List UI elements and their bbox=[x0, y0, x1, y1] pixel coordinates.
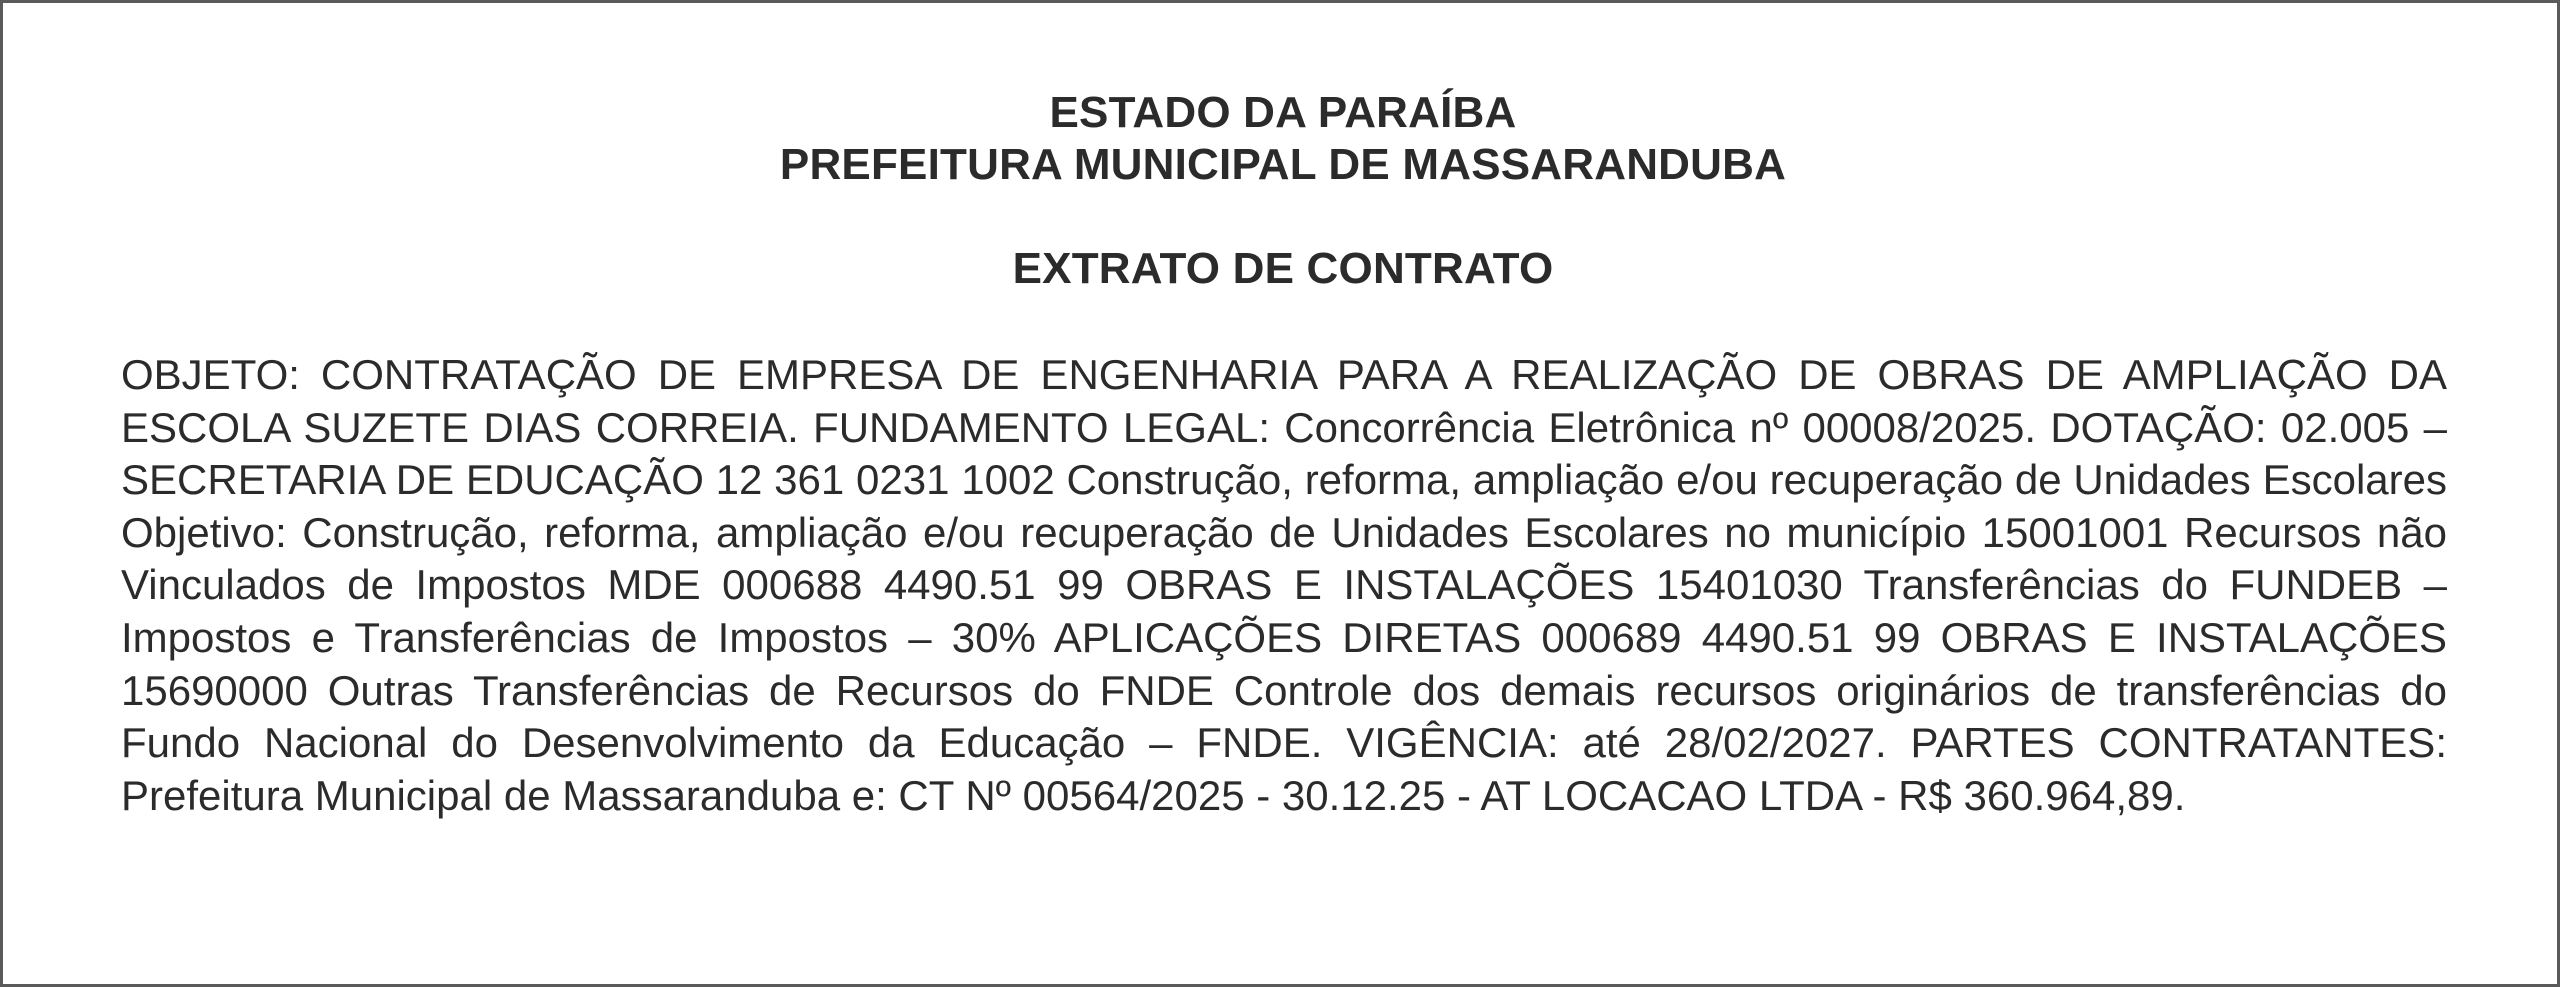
municipality-heading: PREFEITURA MUNICIPAL DE MASSARANDUBA bbox=[779, 140, 1787, 189]
contract-extract-body: OBJETO: CONTRATAÇÃO DE EMPRESA DE ENGENHARIA PARA A REALIZAÇÃO DE OBRAS DE AMPLIAÇÃO DA ESCOLA SUZETE DIAS CORREIA. FUNDAMENTO LEGAL: Concorrência Eletrônica nº 00008/2025. DOTAÇÃO: 02.005 – SECRETARIA DE EDUCAÇÃO 12 361 0231 1002 Construção, reforma, ampliação e/ou recuperação de Unidades Escolares Objetivo: Construção, reforma, ampliação e/ou recuperação de Unidades Escolares no município 15001001 Recursos não Vinculados de Impostos MDE 000688 4490.51 99 OBRAS E INSTALAÇÕES 15401030 Transferências do FUNDEB – Impostos e Transferências de Impostos – 30% APLICAÇÕES DIRETAS 000689 4490.51 99 OBRAS E INSTALAÇÕES 15690000 Outras Transferências de Recursos do FNDE Controle dos demais recursos originários de transferências do Fundo Nacional do Desenvolvimento da Educação – FNDE. VIGÊNCIA: até 28/02/2027. PARTES CONTRATANTES: Prefeitura Municipal de Massaranduba e: CT Nº 00564/2025 - 30.12.25 - AT LOCACAO LTDA - R$ 360.964,89. bbox=[121, 351, 2447, 819]
document-title: EXTRATO DE CONTRATO bbox=[1012, 244, 1554, 293]
state-heading: ESTADO DA PARAÍBA bbox=[1049, 88, 1517, 137]
